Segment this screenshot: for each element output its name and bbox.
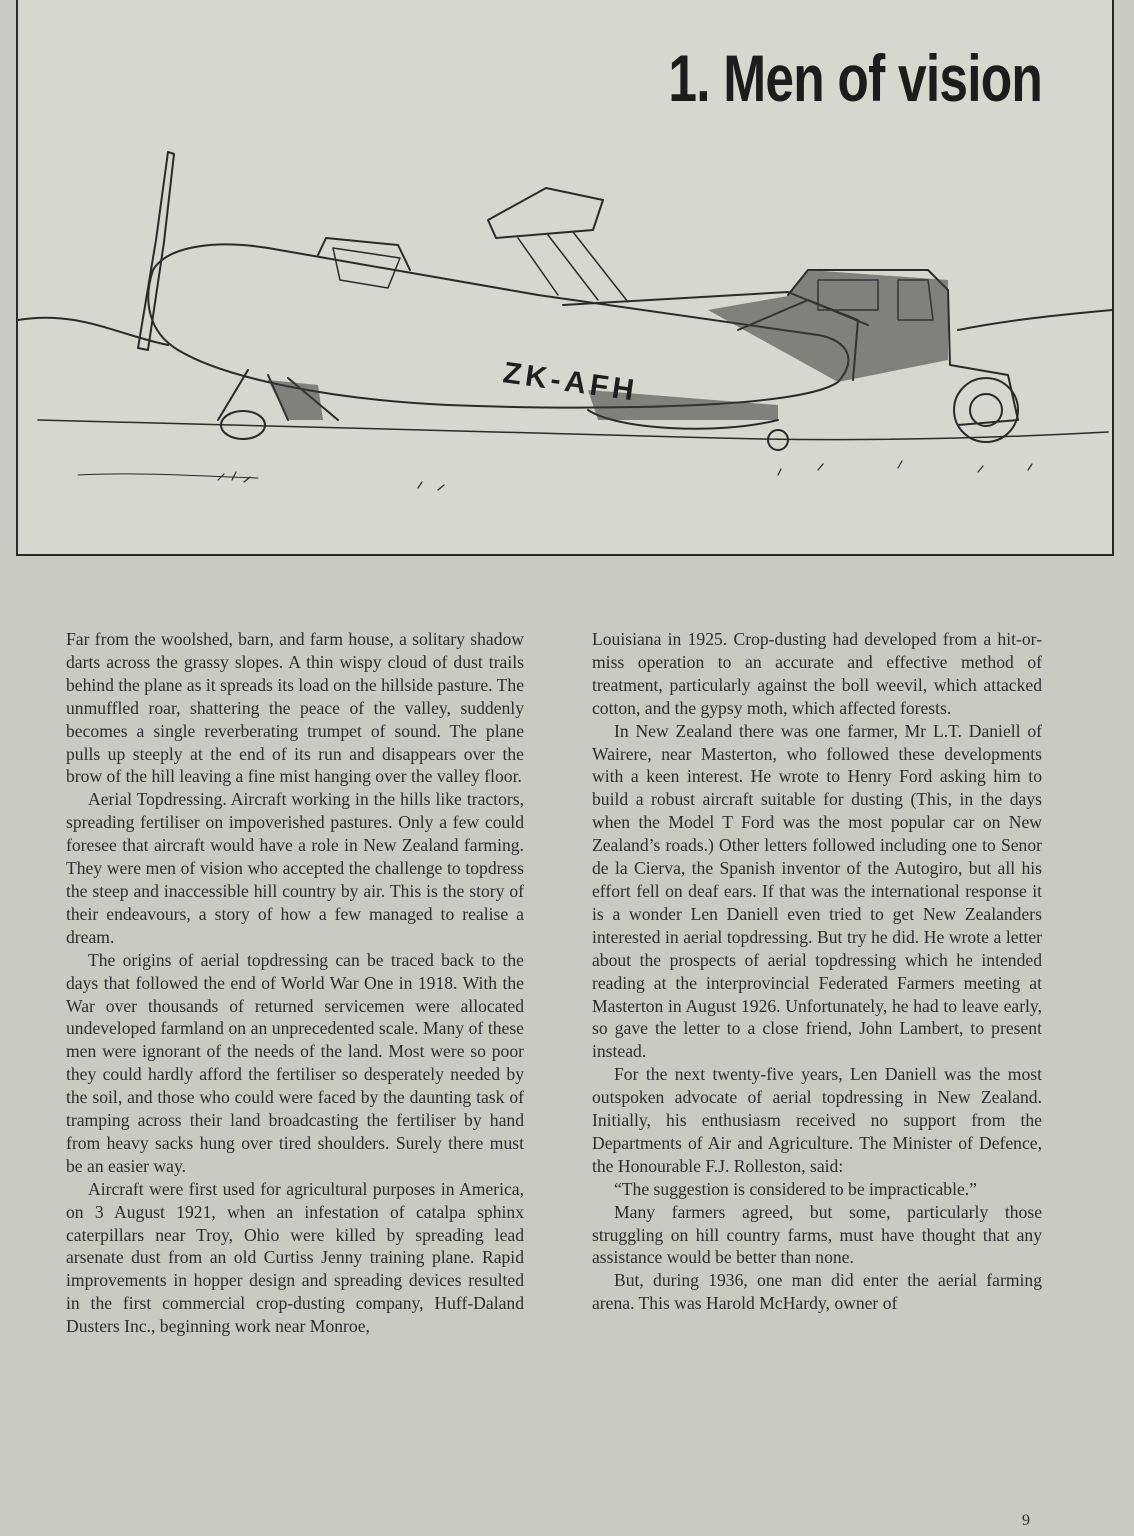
illustration-frame <box>16 0 1114 556</box>
right-column <box>592 628 1042 1315</box>
paragraph: In New Zealand there was one farmer, Mr L.T. Daniell of Wairere, near Masterton, who followed these developments with a keen interest. He wrote to Henry Ford asking him to build a robust aircraft suitable for dusting (This, in the days when the Model T Ford was the most popular car on New Zealand’s roads.) Other letters followed including one to Senor de la Cierva, the Spanish inventor of the Autogiro, but all his effort fell on deaf ears. If that was the international response it is a wonder Len Daniell even tried to get New Zealanders interested in aerial topdressing. But try he did. He wrote a letter about the prospects of aerial topdressing which he intended reading at the interprovincial Federated Farmers meeting at Masterton in August 1926. Unfortunately, he had to leave early, so gave the letter to a close friend, John Lambert, to present instead. <box>592 720 1042 1062</box>
left-column <box>66 628 524 1338</box>
page-number: 9 <box>1022 1512 1030 1529</box>
paragraph: Aerial Topdressing. Aircraft working in the hills like tractors, spreading fertiliser on impoverished pastures. Only a few could foresee that aircraft would have a role in New Zealand farming. They were men of vision who accepted the challenge to topdress the steep and inaccessible hill country by air. This is the story of their endeavours, a story of how a few managed to realise a dream. <box>66 789 524 947</box>
paragraph: But, during 1936, one man did enter the aerial farming arena. This was Harold McHardy, owner of <box>592 1270 1042 1314</box>
paragraph: For the next twenty-five years, Len Daniell was the most outspoken advocate of aerial topdressing in New Zealand. Initially, his enthusiasm received no support from the Departments of Air and Agriculture. The Minister of Defence, the Honourable F.J. Rolleston, said: <box>592 1064 1042 1176</box>
paragraph: Far from the woolshed, barn, and farm house, a solitary shadow darts across the grassy slopes. A thin wispy cloud of dust trails behind the plane as it spreads its load on the hillside pasture. The unmuffled roar, shattering the peace of the valley, suddenly becomes a single reverberating trumpet of sound. The plane pulls up steeply at the end of its run and disappears over the brow of the hill leaving a fine mist hanging over the valley floor. <box>66 629 524 787</box>
chapter-title: 1. Men of vision <box>668 41 1042 115</box>
paragraph: The origins of aerial topdressing can be traced back to the days that followed the end of World War One in 1918. With the War over thousands of returned servicemen were allocated undeveloped farmland on an unprecedented scale. Many of these men were ignorant of the needs of the land. Most were so poor they could hardly afford the fertiliser so desperately needed by the soil, and those who could were faced by the daunting task of tramping across their land broadcasting the fertiliser by hand from heavy sacks hung over tired shoulders. Surely there must be an easier way. <box>66 949 524 1176</box>
registration-marking: ZK-AFH <box>501 356 640 408</box>
paragraph: Louisiana in 1925. Crop-dusting had developed from a hit-or-miss operation to an accurate and effective method of treatment, particularly against the boll weevil, which attacked cotton, and the gypsy moth, which affected forests. <box>592 629 1042 718</box>
aircraft-illustration <box>18 120 1112 540</box>
paragraph: Many farmers agreed, but some, particularly those struggling on hill country farms, must have thought that any assistance would be better than none. <box>592 1201 1042 1268</box>
quotation: “The suggestion is considered to be impracticable.” <box>614 1178 977 1199</box>
paragraph: Aircraft were first used for agricultural purposes in America, on 3 August 1921, when an infestation of catalpa sphinx caterpillars near Troy, Ohio were killed by spreading lead arsenate dust from an old Curtiss Jenny training plane. Rapid improvements in hopper design and spreading devices resulted in the first commercial crop-dusting company, Huff-Daland Dusters Inc., beginning work near Monroe, <box>66 1178 524 1337</box>
